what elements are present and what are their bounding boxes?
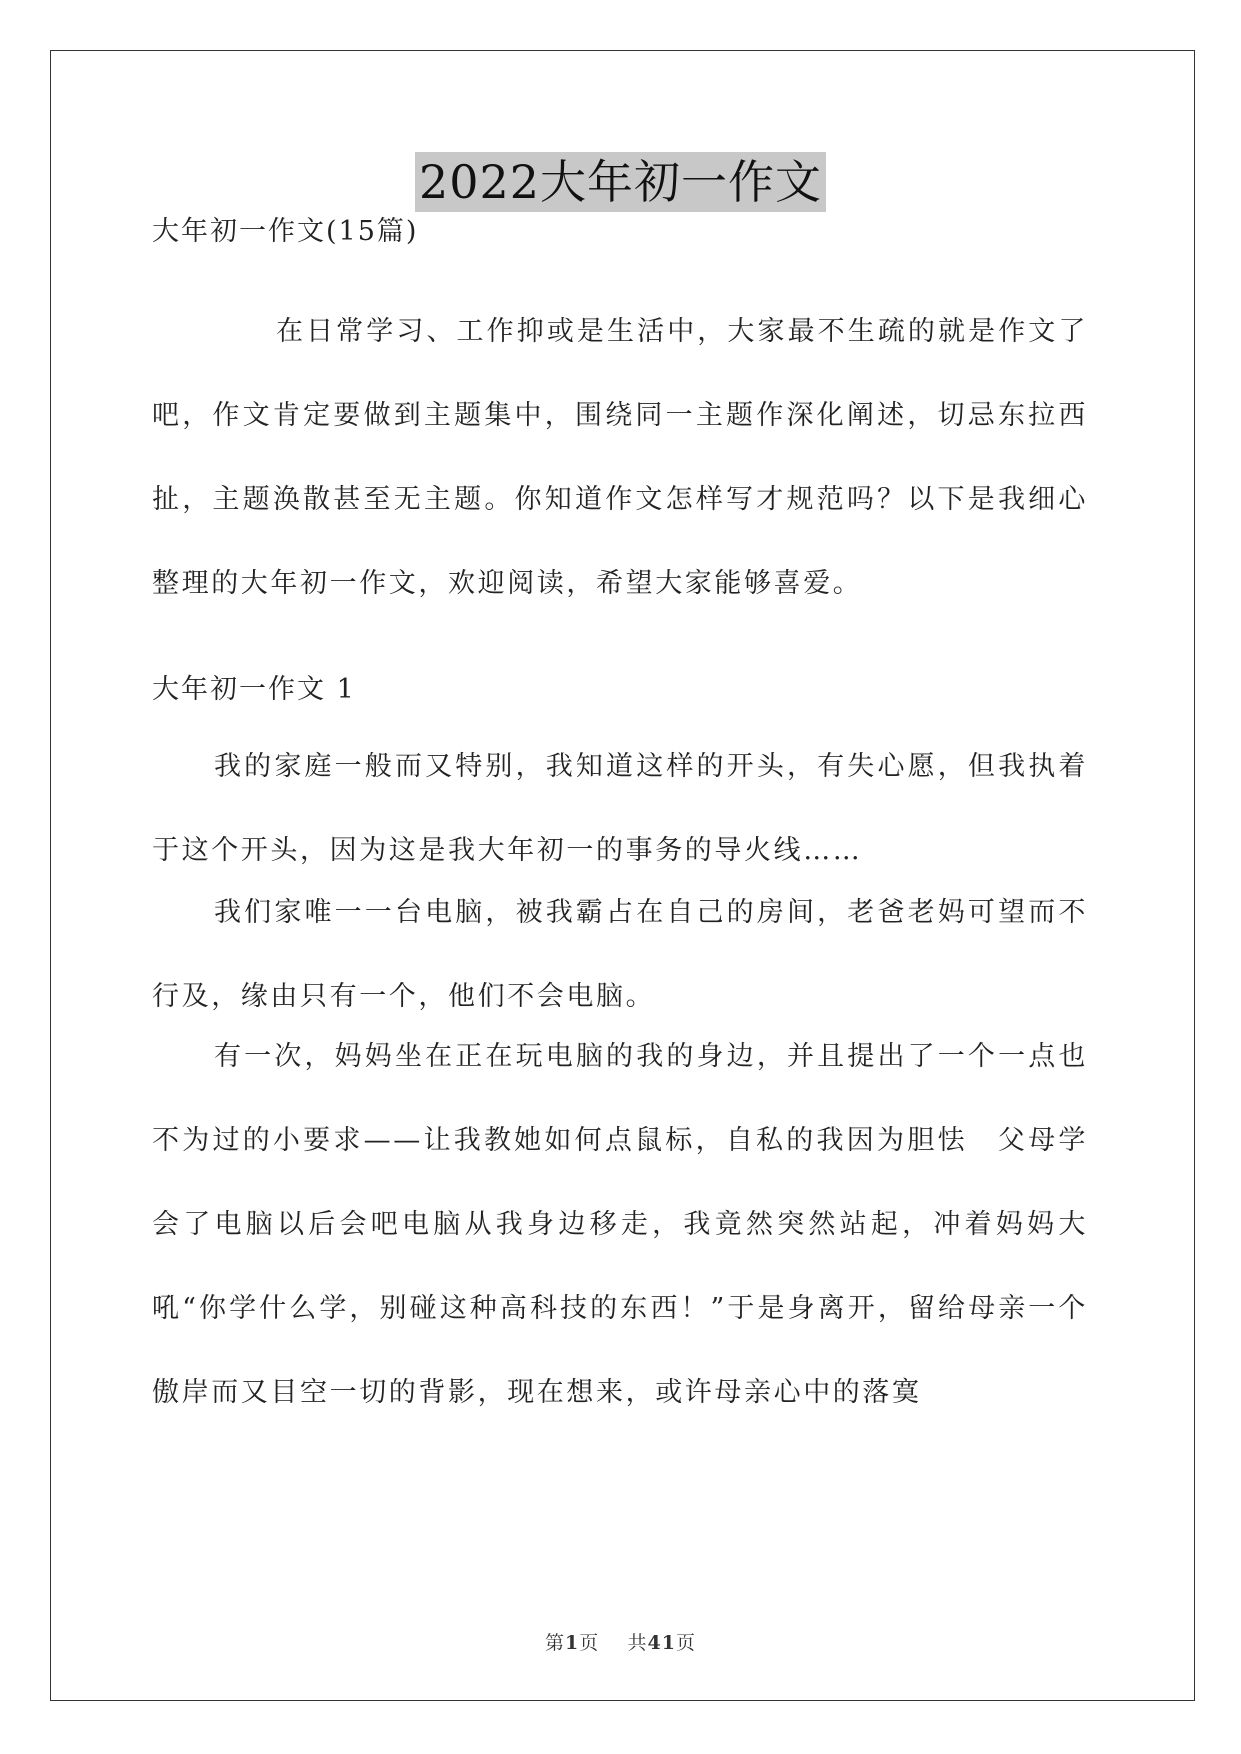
body-paragraph-1: 我的家庭一般而又特别，我知道这样的开头，有失心愿，但我执着于这个开头，因为这是我大年初一的事务的导火线…… xyxy=(152,751,1088,866)
section-heading: 大年初一作文 1 xyxy=(152,674,356,705)
title-container xyxy=(0,152,1241,212)
page-footer xyxy=(0,1628,1241,1655)
page-number: 1 xyxy=(565,1632,580,1654)
body-paragraph-3: 有一次，妈妈坐在正在玩电脑的我的身边，并且提出了一个一点也不为过的小要求——让我教她如何点鼠标，自私的我因为胆怯 父母学会了电脑以后会吧电脑从我身边移走，我竟然突然站起，冲着妈妈大吼“你学什么学，别碰这种高科技的东西！”于是身离开，留给母亲一个傲岸而又目空一切的背影，现在想来，或许母亲心中的落寞 xyxy=(152,1041,1088,1408)
document-subtitle: 大年初一作文(15篇) xyxy=(152,216,419,247)
total-suffix: 页 xyxy=(675,1632,696,1654)
total-prefix: 共 xyxy=(627,1632,648,1654)
page-prefix: 第 xyxy=(545,1632,566,1654)
intro-paragraph: 在日常学习、工作抑或是生活中，大家最不生疏的就是作文了吧，作文肯定要做到主题集中，围绕同一主题作深化阐述，切忌东拉西扯，主题涣散甚至无主题。你知道作文怎样写才规范吗？以下是我细心整理的大年初一作文，欢迎阅读，希望大家能够喜爱。 xyxy=(152,316,1088,599)
page-suffix: 页 xyxy=(579,1632,600,1654)
total-pages: 41 xyxy=(647,1632,676,1654)
document-title: 2022大年初一作文 xyxy=(415,152,826,212)
body-paragraph-2: 我们家唯一一台电脑，被我霸占在自己的房间，老爸老妈可望而不行及，缘由只有一个，他们不会电脑。 xyxy=(152,897,1088,1012)
